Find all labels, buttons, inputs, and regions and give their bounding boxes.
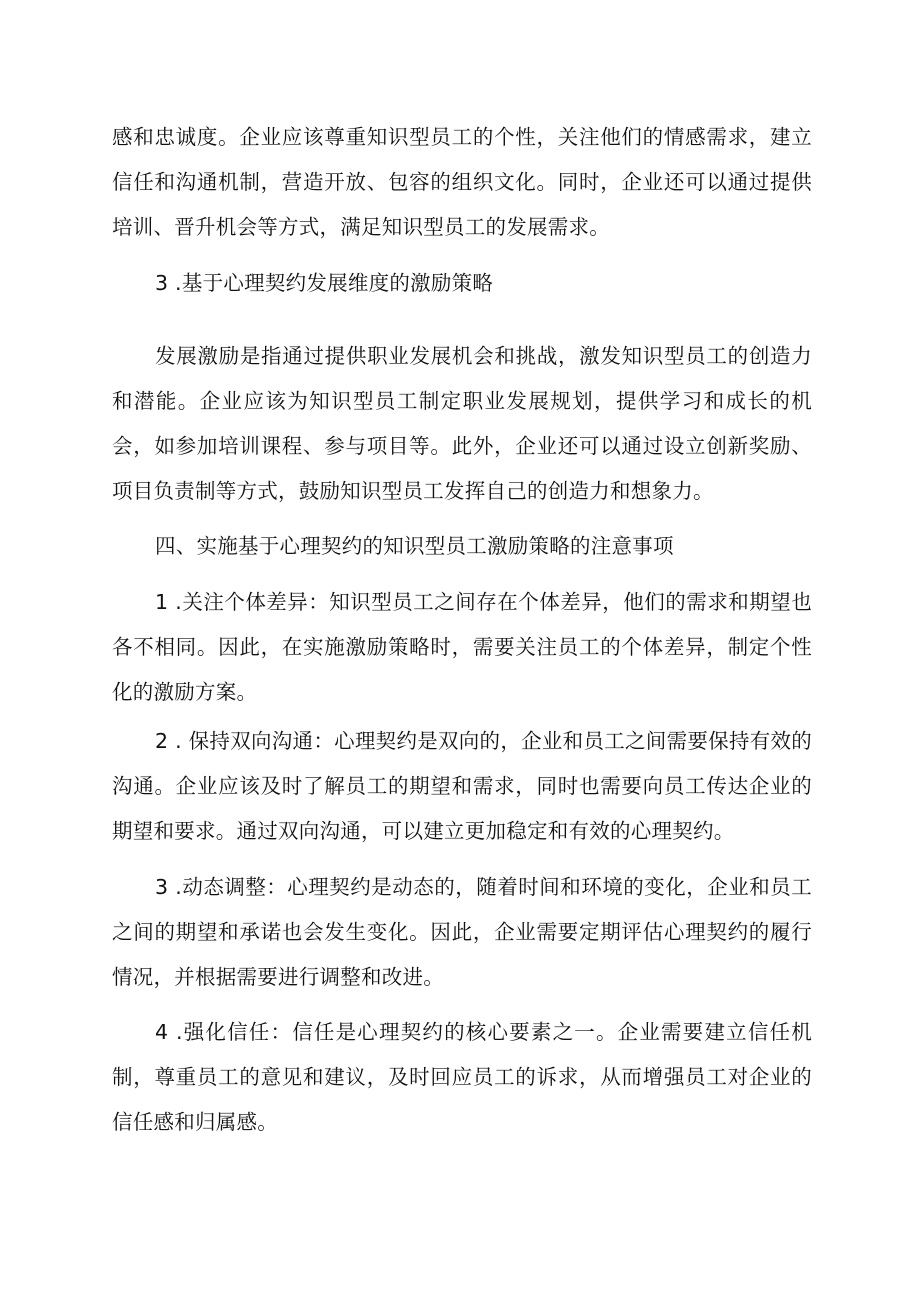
paragraph-note-individual-differences: 1 .关注个体差异：知识型员工之间存在个体差异，他们的需求和期望也各不相同。因此，在实施激励策略时，需要关注员工的个体差异，制定个性化的激励方案。 xyxy=(112,590,812,704)
subheading-development-dimension: 3 .基于心理契约发展维度的激励策略 xyxy=(155,271,494,295)
section-heading-notes: 四、实施基于心理契约的知识型员工激励策略的注意事项 xyxy=(155,534,674,558)
paragraph-note-dynamic-adjustment: 3 .动态调整：心理契约是动态的，随着时间和环境的变化，企业和员工之间的期望和承诺也会发生变化。因此，企业需要定期评估心理契约的履行情况，并根据需要进行调整和改进。 xyxy=(112,875,812,989)
paragraph-note-two-way-communication: 2 . 保持双向沟通：心理契约是双向的，企业和员工之间需要保持有效的沟通。企业应该及时了解员工的期望和需求，同时也需要向员工传达企业的期望和要求。通过双向沟通，可以建立更加稳定和有效的心理契约。 xyxy=(112,729,812,843)
paragraph-continuation: 感和忠诚度。企业应该尊重知识型员工的个性，关注他们的情感需求，建立信任和沟通机制，营造开放、包容的组织文化。同时，企业还可以通过提供培训、晋升机会等方式，满足知识型员工的发展需求。 xyxy=(112,125,812,239)
paragraph-development-incentive: 发展激励是指通过提供职业发展机会和挑战，激发知识型员工的创造力和潜能。企业应该为知识型员工制定职业发展规划，提供学习和成长的机会，如参加培训课程、参与项目等。此外，企业还可以通过设立创新奖励、项目负责制等方式，鼓励知识型员工发挥自己的创造力和想象力。 xyxy=(112,344,812,503)
paragraph-note-strengthen-trust: 4 .强化信任：信任是心理契约的核心要素之一。企业需要建立信任机制，尊重员工的意见和建议，及时回应员工的诉求，从而增强员工对企业的信任感和归属感。 xyxy=(112,1020,812,1134)
